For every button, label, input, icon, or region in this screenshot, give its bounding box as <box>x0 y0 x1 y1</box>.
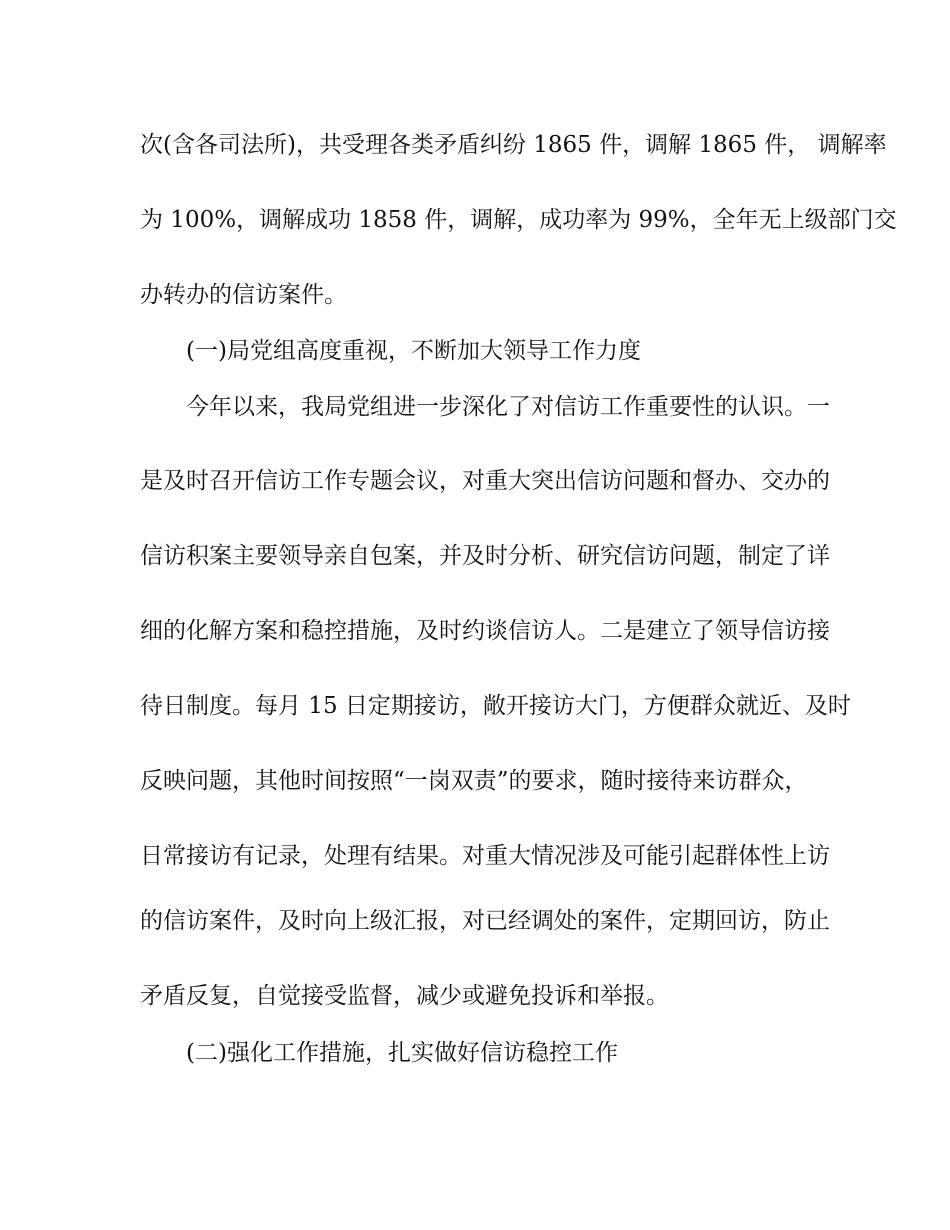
text-line: 矛盾反复，自觉接受监督，减少或避免投诉和举报。 <box>140 983 669 1009</box>
text-line: 细的化解方案和稳控措施，及时约谈信访人。二是建立了领导信访接 <box>140 618 830 644</box>
text-line: 为 100%，调解成功 1858 件，调解，成功率为 99%，全年无上级部门交 <box>140 207 897 233</box>
text-line: 反映问题，其他时间按照“一岗双责”的要求，随时接待来访群众， <box>140 768 808 794</box>
text-line: 办转办的信访案件。 <box>140 282 347 308</box>
text-line: 是及时召开信访工作专题会议，对重大突出信访问题和督办、交办的 <box>140 468 830 494</box>
section-heading: (一)局党组高度重视，不断加大领导工作力度 <box>186 338 641 364</box>
section-heading: (二)强化工作措施，扎实做好信访稳控工作 <box>186 1040 618 1066</box>
paragraph-start: 今年以来，我局党组进一步深化了对信访工作重要性的认识。一 <box>186 394 830 420</box>
text-line: 日常接访有记录，处理有结果。对重大情况涉及可能引起群体性上访 <box>140 843 830 869</box>
text-line: 次(含各司法所)，共受理各类矛盾纠纷 1865 件，调解 1865 件， 调解率 <box>140 132 887 158</box>
text-line: 的信访案件，及时向上级汇报，对已经调处的案件，定期回访，防止 <box>140 908 830 934</box>
text-line: 信访积案主要领导亲自包案，并及时分析、研究信访问题，制定了详 <box>140 543 830 569</box>
text-line: 待日制度。每月 15 日定期接访，敞开接访大门，方便群众就近、及时 <box>140 693 851 719</box>
